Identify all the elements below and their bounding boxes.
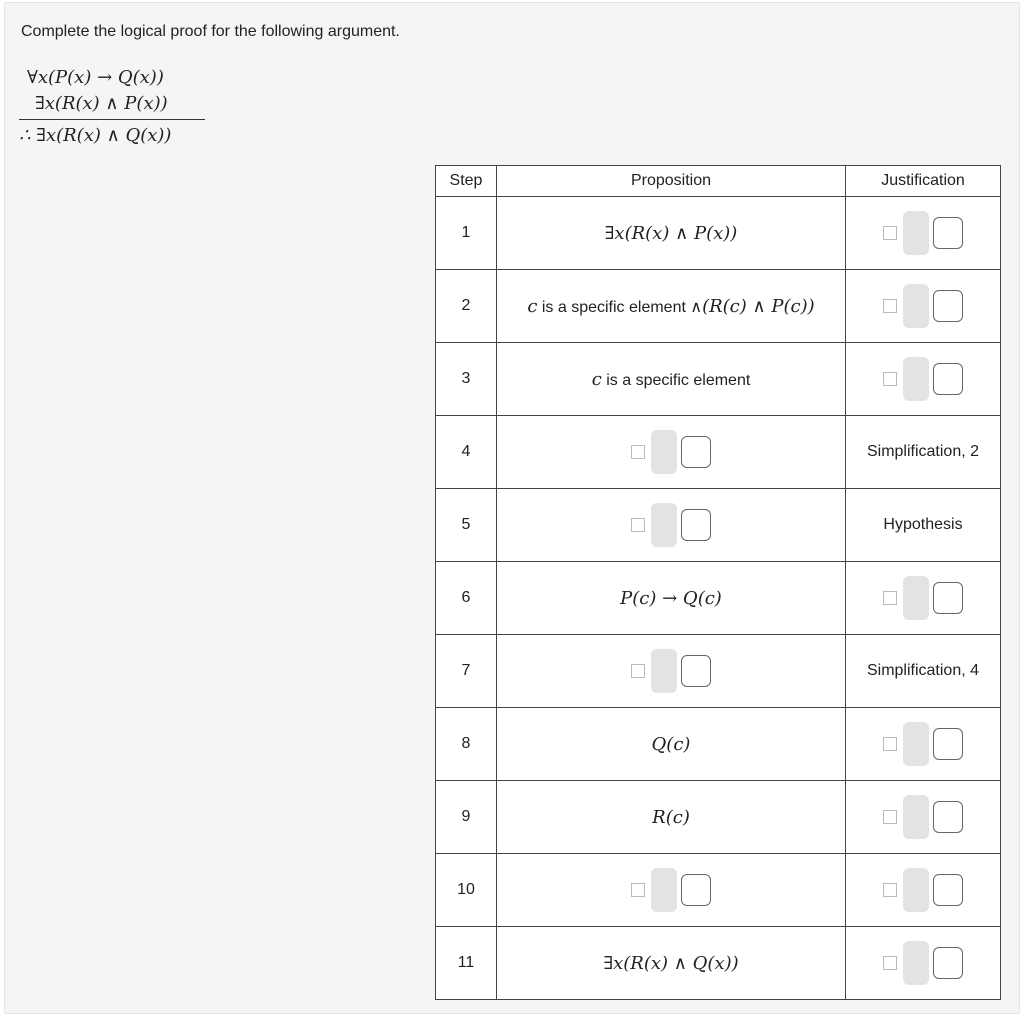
- step-number: 1: [436, 197, 497, 270]
- justification-cell: [846, 781, 1001, 854]
- drag-slot[interactable]: [903, 284, 929, 328]
- header-proposition: Proposition: [497, 166, 846, 197]
- justification-dropzone[interactable]: [883, 868, 963, 912]
- answer-box[interactable]: [933, 582, 963, 614]
- proposition-text: R(c): [652, 806, 690, 828]
- proposition-cell: [497, 270, 846, 343]
- justification-dropzone[interactable]: [883, 284, 963, 328]
- proof-row-6: [436, 562, 1001, 635]
- answer-box[interactable]: [933, 217, 963, 249]
- placeholder-icon: [883, 299, 897, 313]
- drag-slot[interactable]: [903, 868, 929, 912]
- answer-box[interactable]: [933, 290, 963, 322]
- step-number: 2: [436, 270, 497, 343]
- proposition-cell: [497, 197, 846, 270]
- placeholder-icon: [883, 883, 897, 897]
- proposition-cell: [497, 343, 846, 416]
- header-justification: Justification: [846, 166, 1001, 197]
- justification-cell: [846, 708, 1001, 781]
- premise-2: ∃x(R(x) ∧ P(x)): [35, 93, 168, 114]
- step-number: 5: [436, 489, 497, 562]
- justification-dropzone[interactable]: [883, 941, 963, 985]
- justification-cell: [846, 854, 1001, 927]
- justification-cell: [846, 562, 1001, 635]
- proposition-variable: c: [527, 295, 538, 317]
- proposition-text: [591, 368, 751, 390]
- proposition-words: is a specific element ∧: [537, 298, 703, 316]
- drag-slot[interactable]: [903, 795, 929, 839]
- step-number: 7: [436, 635, 497, 708]
- justification-cell: [846, 635, 1001, 708]
- justification-text: Simplification, 4: [866, 662, 980, 679]
- placeholder-icon: [883, 372, 897, 386]
- placeholder-icon: [883, 226, 897, 240]
- answer-box[interactable]: [933, 947, 963, 979]
- drag-slot[interactable]: [651, 430, 677, 474]
- argument-divider: [19, 119, 205, 120]
- placeholder-icon: [883, 737, 897, 751]
- proposition-words: is a specific element: [601, 371, 751, 389]
- proposition-cell: [497, 635, 846, 708]
- justification-cell: [846, 343, 1001, 416]
- proof-row-3: [436, 343, 1001, 416]
- drag-slot[interactable]: [903, 576, 929, 620]
- step-number: 11: [436, 927, 497, 1000]
- proof-row-7: [436, 635, 1001, 708]
- proof-row-11: [436, 927, 1001, 1000]
- conclusion: ∴ ∃x(R(x) ∧ Q(x)): [19, 125, 172, 146]
- placeholder-icon: [883, 591, 897, 605]
- step-number: 9: [436, 781, 497, 854]
- justification-cell: [846, 416, 1001, 489]
- drag-slot[interactable]: [651, 649, 677, 693]
- proposition-text: ∃x(R(x) ∧ Q(x)): [603, 952, 739, 974]
- placeholder-icon: [631, 883, 645, 897]
- justification-dropzone[interactable]: [883, 795, 963, 839]
- drag-slot[interactable]: [903, 941, 929, 985]
- proposition-dropzone[interactable]: [631, 430, 711, 474]
- proof-row-8: [436, 708, 1001, 781]
- proposition-text: ∃x(R(x) ∧ P(x)): [604, 222, 738, 244]
- proof-table: [435, 165, 1001, 1000]
- proposition-variable: c: [591, 368, 602, 390]
- justification-cell: [846, 489, 1001, 562]
- proof-row-1: [436, 197, 1001, 270]
- answer-box[interactable]: [681, 436, 711, 468]
- proposition-cell: [497, 781, 846, 854]
- justification-cell: [846, 197, 1001, 270]
- placeholder-icon: [631, 518, 645, 532]
- placeholder-icon: [883, 956, 897, 970]
- proposition-cell: [497, 416, 846, 489]
- justification-dropzone[interactable]: [883, 722, 963, 766]
- proposition-math: (R(c) ∧ P(c)): [702, 295, 815, 317]
- drag-slot[interactable]: [651, 868, 677, 912]
- step-number: 8: [436, 708, 497, 781]
- proposition-text: P(c) → Q(c): [620, 587, 722, 609]
- proposition-cell: [497, 708, 846, 781]
- drag-slot[interactable]: [903, 211, 929, 255]
- justification-cell: [846, 927, 1001, 1000]
- proposition-text: Q(c): [651, 733, 691, 755]
- step-number: 6: [436, 562, 497, 635]
- proof-row-9: [436, 781, 1001, 854]
- justification-dropzone[interactable]: [883, 357, 963, 401]
- answer-box[interactable]: [681, 509, 711, 541]
- question-prompt: Complete the logical proof for the following argument.: [21, 23, 400, 40]
- answer-box[interactable]: [933, 874, 963, 906]
- justification-text: Hypothesis: [883, 516, 963, 533]
- justification-cell: [846, 270, 1001, 343]
- proof-table-header: [436, 166, 1001, 197]
- step-number: 4: [436, 416, 497, 489]
- placeholder-icon: [883, 810, 897, 824]
- justification-dropzone[interactable]: [883, 576, 963, 620]
- answer-box[interactable]: [933, 728, 963, 760]
- answer-box[interactable]: [681, 874, 711, 906]
- step-number: 10: [436, 854, 497, 927]
- answer-box[interactable]: [933, 363, 963, 395]
- proposition-cell: [497, 854, 846, 927]
- answer-box[interactable]: [933, 801, 963, 833]
- drag-slot[interactable]: [903, 357, 929, 401]
- proposition-dropzone[interactable]: [631, 649, 711, 693]
- header-step: Step: [436, 166, 497, 197]
- proof-row-5: [436, 489, 1001, 562]
- proof-row-10: [436, 854, 1001, 927]
- justification-text: Simplification, 2: [866, 443, 980, 460]
- placeholder-icon: [631, 664, 645, 678]
- drag-slot[interactable]: [651, 503, 677, 547]
- proof-row-4: [436, 416, 1001, 489]
- answer-box[interactable]: [681, 655, 711, 687]
- step-number: 3: [436, 343, 497, 416]
- drag-slot[interactable]: [903, 722, 929, 766]
- proposition-dropzone[interactable]: [631, 503, 711, 547]
- placeholder-icon: [631, 445, 645, 459]
- proposition-text: [527, 295, 815, 317]
- proposition-cell: [497, 927, 846, 1000]
- justification-dropzone[interactable]: [883, 211, 963, 255]
- proposition-cell: [497, 562, 846, 635]
- premise-1: ∀x(P(x) → Q(x)): [27, 67, 164, 88]
- proposition-dropzone[interactable]: [631, 868, 711, 912]
- proposition-cell: [497, 489, 846, 562]
- proof-row-2: [436, 270, 1001, 343]
